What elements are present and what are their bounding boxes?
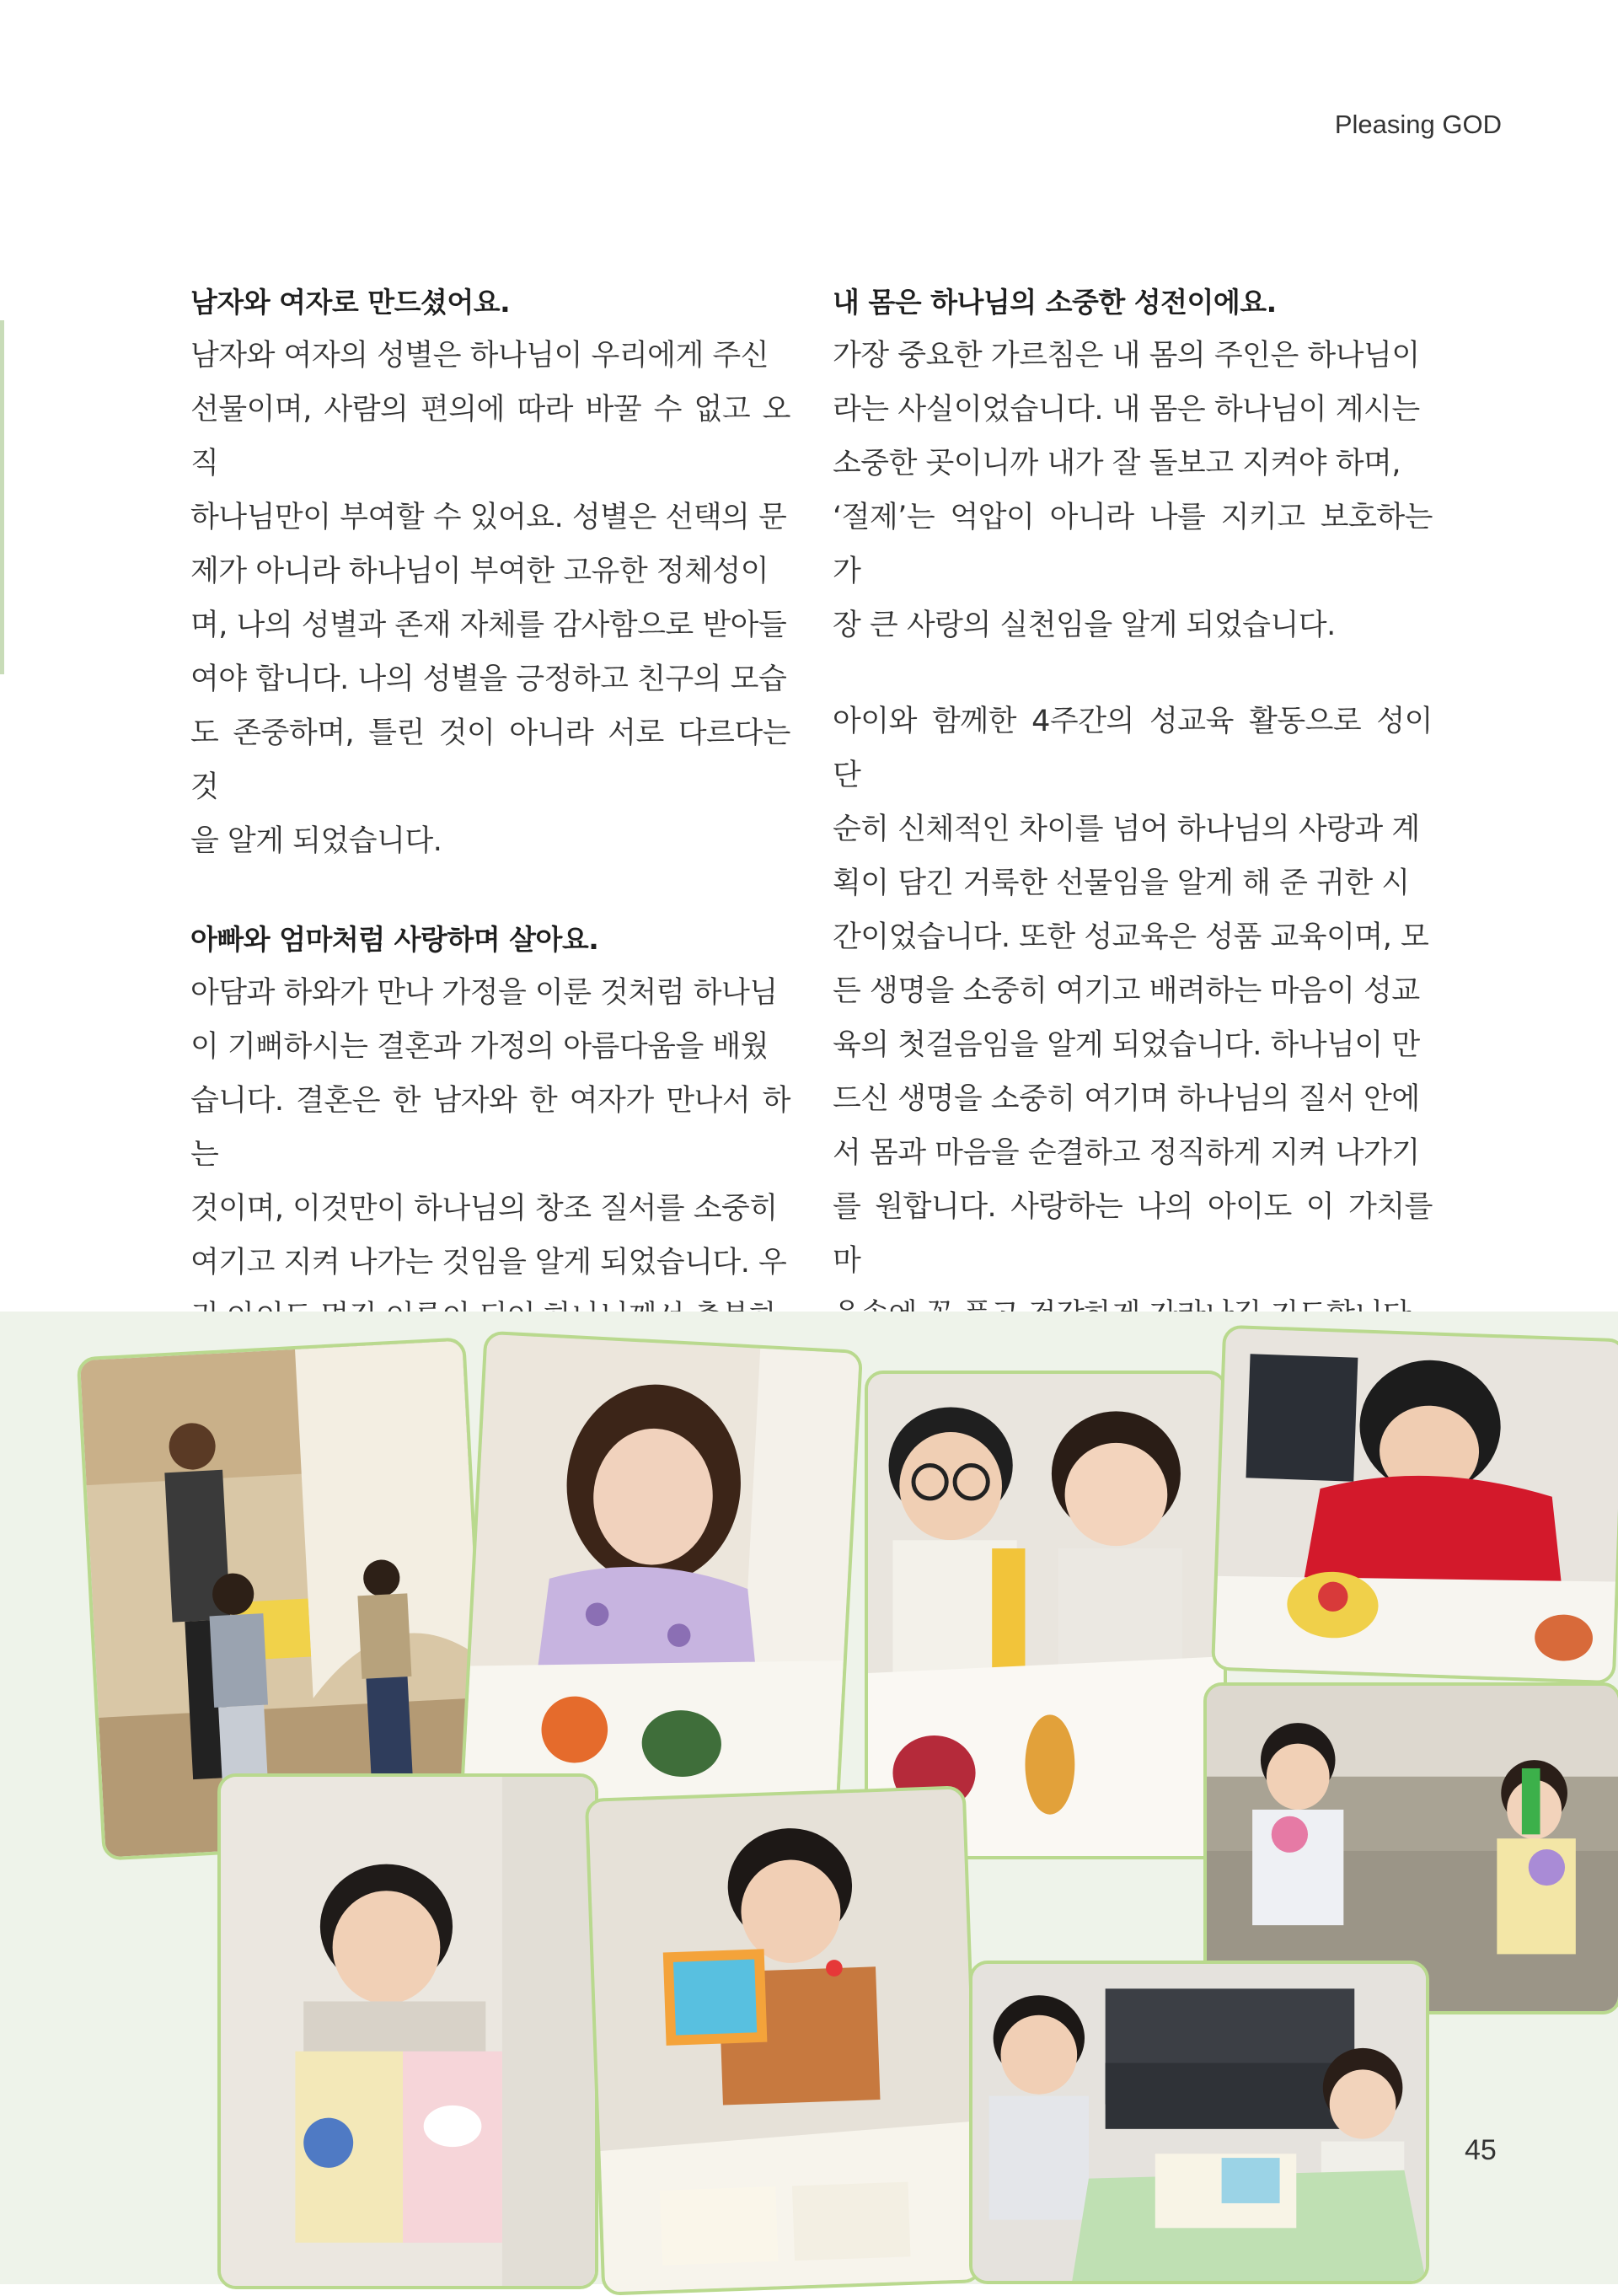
body-line: 남자와 여자의 성별은 하나님이 우리에게 주신 <box>190 339 769 373</box>
photo-two-boys-book <box>865 1371 1227 1859</box>
body-line: 며, 나의 성별과 존재 자체를 감사함으로 받아들 <box>190 609 787 642</box>
page-number: 45 <box>1465 2134 1497 2166</box>
left-column <box>190 276 790 1451</box>
body-line: 선물이며, 사람의 편의에 따라 바꿀 수 없고 오직 <box>190 393 790 480</box>
body-line: 도 존중하며, 틀린 것이 아니라 서로 다르다는 것 <box>190 716 790 804</box>
body-line: 장 큰 사랑의 실천임을 알게 되었습니다. <box>833 609 1336 642</box>
body-line: 소중한 곳이니까 내가 잘 돌보고 지켜야 하며, <box>833 447 1401 480</box>
body-line: 든 생명을 소중히 여기고 배려하는 마음이 성교 <box>833 974 1420 1008</box>
body-line: 하나님만이 부여할 수 있어요. 성별은 선택의 문 <box>190 501 787 534</box>
body-line: 제가 아니라 하나님이 부여한 고유한 정체성이 <box>190 555 769 588</box>
body-line: 여야 합니다. 나의 성별을 긍정하고 친구의 모습 <box>190 663 787 696</box>
body-line: 를 원합니다. 사랑하는 나의 아이도 이 가치를 마 <box>833 1190 1433 1278</box>
body-line: 여기고 지켜 나가는 것임을 알게 되었습니다. 우 <box>190 1246 787 1279</box>
section-heading: 아빠와 엄마처럼 사랑하며 살아요. <box>190 923 599 956</box>
body-line: 순히 신체적인 차이를 넘어 하나님의 사랑과 계 <box>833 813 1420 846</box>
photo-boy-holding-card <box>217 1773 598 2289</box>
section-heading: 내 몸은 하나님의 소중한 성전이에요. <box>833 286 1277 319</box>
body-line: 것이며, 이것만이 하나님의 창조 질서를 소중히 <box>190 1192 778 1226</box>
right-column <box>833 276 1433 1396</box>
photo-girl-red-sweater-craft <box>1211 1325 1618 1685</box>
photo-girl-with-book <box>460 1331 863 1816</box>
photo-boy-craft-frame <box>585 1785 983 2295</box>
body-line: 서 몸과 마음을 순결하고 정직하게 지켜 나가기 <box>833 1136 1420 1170</box>
body-line: 아담과 하와가 만나 가정을 이룬 것처럼 하나님 <box>190 976 778 1010</box>
body-line: 을 알게 되었습니다. <box>190 824 442 858</box>
section-heading: 남자와 여자로 만드셨어요. <box>190 286 511 319</box>
running-header: Pleasing GOD <box>1334 110 1502 139</box>
body-line: 이 기뻐하시는 결혼과 가정의 아름다움을 배웠 <box>190 1030 769 1064</box>
body-line: ‘절제’는 억압이 아니라 나를 지키고 보호하는 가 <box>833 501 1433 588</box>
left-edge-stripe <box>0 320 4 674</box>
body-line: 가장 중요한 가르침은 내 몸의 주인은 하나님이 <box>833 339 1420 373</box>
body-line: 간이었습니다. 또한 성교육은 성품 교육이며, 모 <box>833 920 1429 954</box>
body-line: 드신 생명을 소중히 여기며 하나님의 질서 안에 <box>833 1082 1420 1116</box>
photo-boys-reading-book <box>969 1961 1429 2284</box>
body-line: 아이와 함께한 4주간의 성교육 활동으로 성이 단 <box>833 705 1433 792</box>
body-line: 육의 첫걸음임을 알게 되었습니다. 하나님이 만 <box>833 1028 1420 1062</box>
body-line: 획이 담긴 거룩한 선물임을 알게 해 준 귀한 시 <box>833 866 1410 900</box>
body-line: 습니다. 결혼은 한 남자와 한 여자가 만나서 하는 <box>190 1084 790 1172</box>
body-line: 라는 사실이었습니다. 내 몸은 하나님이 계시는 <box>833 393 1420 426</box>
